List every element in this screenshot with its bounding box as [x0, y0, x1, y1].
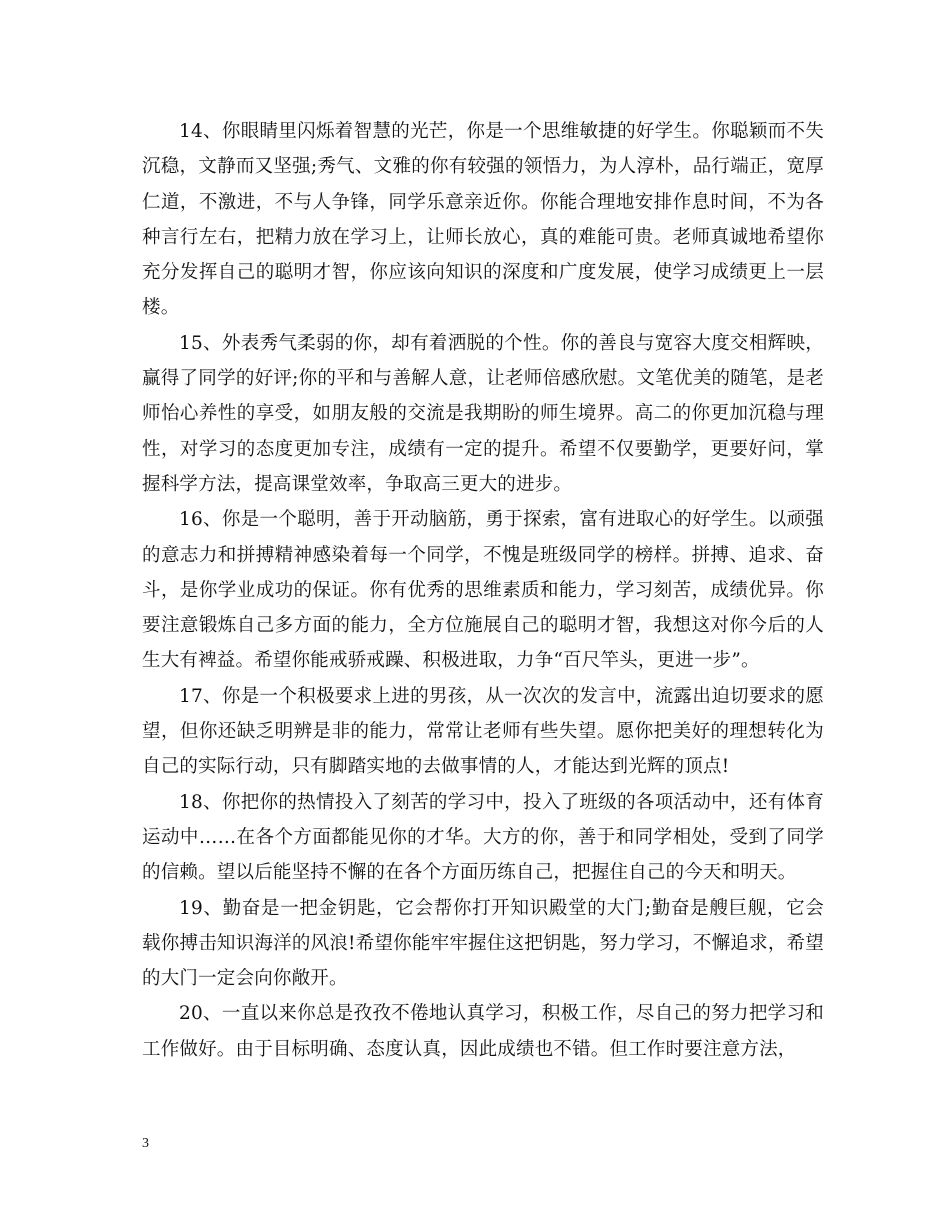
paragraph-19: 19、勤奋是一把金钥匙，它会帮你打开知识殿堂的大门;勤奋是艘巨舰，它会载你搏击知识海洋的风浪!希望你能牢牢握住这把钥匙，努力学习，不懈追求，希望的大门一定会向你敞开。: [142, 897, 824, 990]
document-body: [142, 114, 824, 1067]
paragraph-20: 20、一直以来你总是孜孜不倦地认真学习，积极工作，尽自己的努力把学习和工作做好。由于目标明确、态度认真，因此成绩也不错。但工作时要注意方法，: [142, 1003, 824, 1060]
paragraph-14: 14、你眼睛里闪烁着智慧的光芒，你是一个思维敏捷的好学生。你聪颖而不失沉稳，文静而又坚强;秀气、文雅的你有较强的领悟力，为人淳朴，品行端正，宽厚仁道，不激进，不与人争锋，同学乐意亲近你。你能合理地安排作息时间，不为各种言行左右，把精力放在学习上，让师长放心，真的难能可贵。老师真诚地希望你充分发挥自己的聪明才智，你应该向知识的深度和广度发展，使学习成绩更上一层楼。: [142, 121, 824, 319]
paragraph-17: 17、你是一个积极要求上进的男孩，从一次次的发言中，流露出迫切要求的愿望，但你还缺乏明辨是非的能力，常常让老师有些失望。愿你把美好的理想转化为自己的实际行动，只有脚踏实地的去做事情的人，才能达到光辉的顶点!: [142, 685, 824, 778]
paragraph-15: 15、外表秀气柔弱的你，却有着洒脱的个性。你的善良与宽容大度交相辉映，赢得了同学的好评;你的平和与善解人意，让老师倍感欣慰。文笔优美的随笔，是老师怡心养性的享受，如朋友般的交流是我期盼的师生境界。高二的你更加沉稳与理性，对学习的态度更加专注，成绩有一定的提升。希望不仅要勤学，更要好问，掌握科学方法，提高课堂效率，争取高三更大的进步。: [142, 332, 824, 495]
paragraph-16: 16、你是一个聪明，善于开动脑筋，勇于探索，富有进取心的好学生。以顽强的意志力和拼搏精神感染着每一个同学，不愧是班级同学的榜样。拼搏、追求、奋斗，是你学业成功的保证。你有优秀的思维素质和能力，学习刻苦，成绩优异。你要注意锻炼自己多方面的能力，全方位施展自己的聪明才智，我想这对你今后的人生大有裨益。希望你能戒骄戒躁、积极进取，力争“百尺竿头，更进一步”。: [142, 509, 824, 672]
page-number: 3: [142, 1136, 149, 1151]
paragraph-18: 18、你把你的热情投入了刻苦的学习中，投入了班级的各项活动中，还有体育运动中……在各个方面都能见你的才华。大方的你，善于和同学相处，受到了同学的信赖。望以后能坚持不懈的在各个方面历练自己，把握住自己的今天和明天。: [142, 791, 824, 884]
